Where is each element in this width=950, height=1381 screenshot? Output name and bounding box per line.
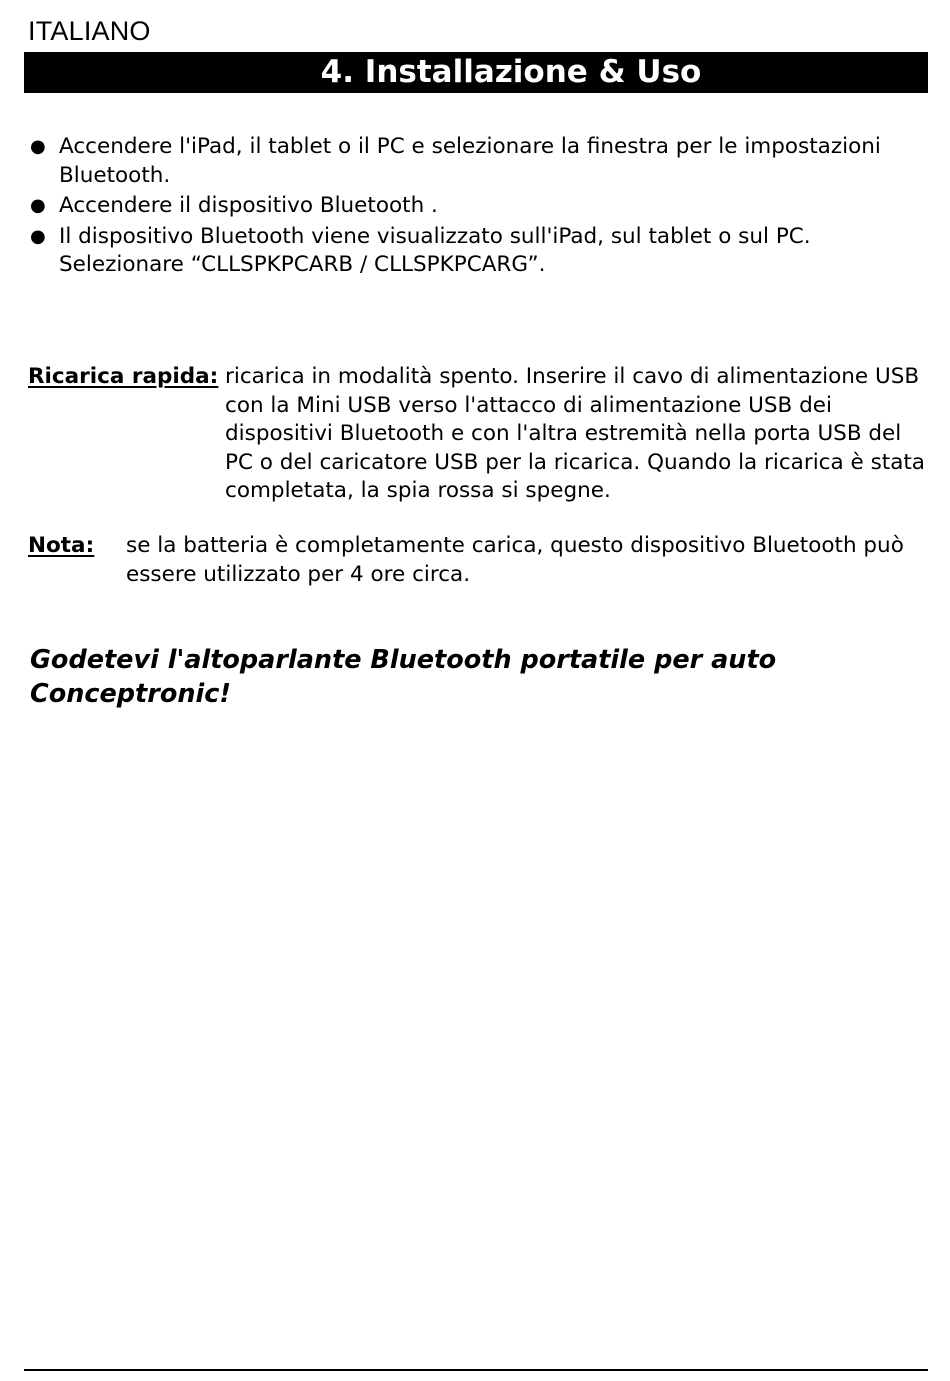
language-heading: ITALIANO (28, 16, 151, 46)
bullet-icon: ● (30, 195, 46, 216)
quick-charge-label: Ricarica rapida: (28, 364, 219, 389)
list-item-text: Il dispositivo Bluetooth viene visualizzato sull'iPad, sul tablet o sul PC. Selezionare “CLLSPKPCARB / CLLSPKPCARG”. (59, 223, 811, 277)
section-title-bar (24, 52, 928, 93)
quick-charge-note (28, 363, 928, 508)
note-label: Nota: (28, 533, 95, 558)
footer-divider (24, 1369, 928, 1371)
battery-note (28, 532, 928, 592)
list-item (28, 133, 928, 190)
instruction-list (28, 133, 928, 282)
bullet-icon: ● (30, 136, 46, 157)
bullet-icon: ● (30, 225, 46, 247)
list-item-text: Accendere l'iPad, il tablet o il PC e selezionare la finestra per le impostazioni Bluetooth. (59, 134, 881, 188)
section-title: 4. Installazione & Uso (320, 54, 702, 90)
list-item-text: Accendere il dispositivo Bluetooth . (59, 193, 438, 218)
list-item (28, 223, 928, 280)
closing-message: Godetevi l'altoparlante Bluetooth portatile per auto Conceptronic! (30, 645, 777, 709)
list-item (28, 192, 928, 221)
quick-charge-text: ricarica in modalità spento. Inserire il cavo di alimentazione USB con la Mini USB verso l'attacco di alimentazione USB dei dispositivi Bluetooth e con l'altra estremità nella porta USB del PC o del caricatore USB per la ricarica. Quando la ricarica è stata completata, la spia rossa si spegne. (225, 364, 925, 503)
note-text: se la batteria è completamente carica, questo dispositivo Bluetooth può essere utilizzato per 4 ore circa. (126, 533, 904, 587)
